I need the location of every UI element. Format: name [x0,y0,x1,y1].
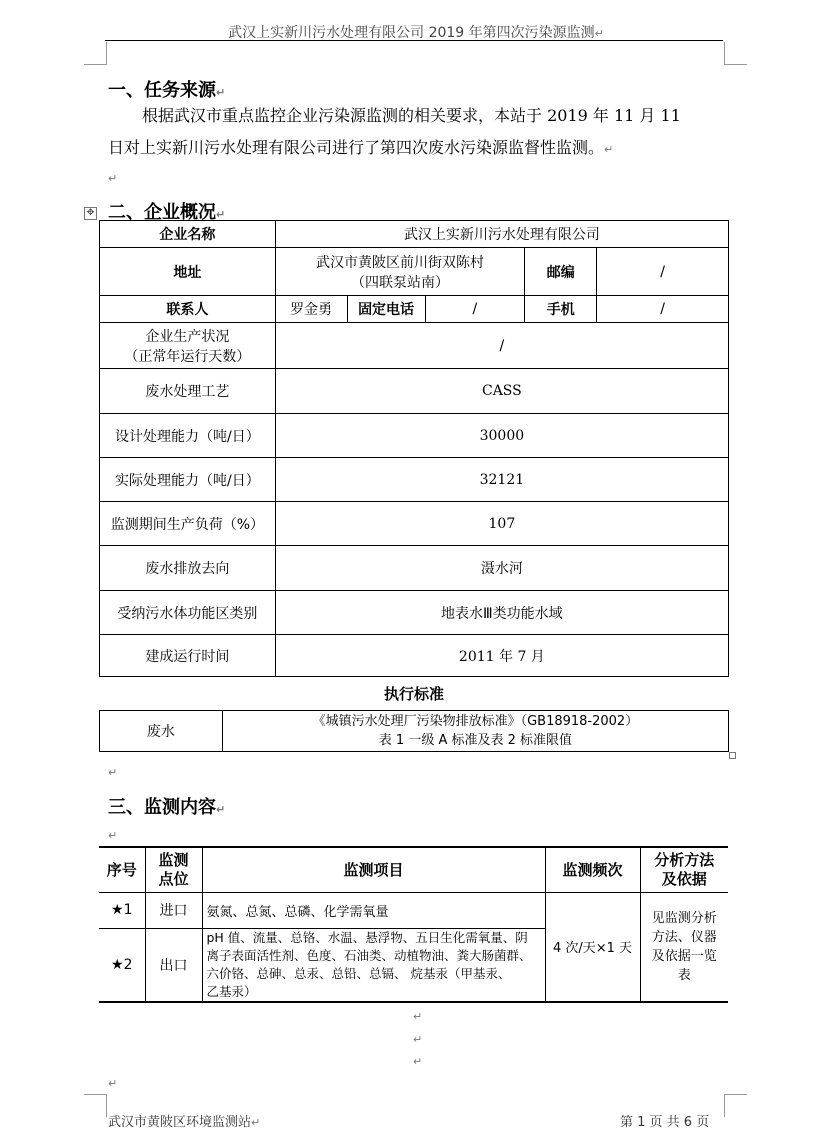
header-point-line-1: 监测 [158,850,189,869]
section1-paragraph [108,100,720,166]
row1-items: 氨氮、总氮、总磷、化学需氧量 [202,892,545,928]
empty-paragraph-mark: ↵ [108,766,118,779]
value-discharge: 滠水河 [275,546,728,591]
paragraph-mark: ↵ [216,86,226,99]
value-load: 107 [275,502,728,546]
header-no: 序号 [99,847,145,892]
crop-mark-bottom-left [84,1094,107,1117]
footer-station: 武汉市黄陂区环境监测站↵ [108,1115,261,1130]
standard-line-1: 《城镇污水处理厂污染物排放标准》（GB18918-2002） [312,714,639,729]
row2-items-line-3: 六价铬、总砷、总汞、总铅、总镉、 烷基汞（甲基汞、 [206,965,511,981]
value-actual-capacity: 32121 [275,458,728,502]
row2-no: ★2 [99,928,145,1002]
label-water-function: 受纳污水体功能区类别 [100,591,276,635]
header-method [640,847,728,892]
method-line-4: 表 [677,967,691,983]
value-operation-time: 2011 年 7 月 [275,635,728,677]
label-operation-time: 建成运行时间 [100,635,276,677]
value-mobile: / [597,296,729,323]
row1-no: ★1 [99,892,145,928]
header-freq: 监测频次 [545,847,640,892]
method-line-1: 见监测分析 [651,910,717,926]
header-items: 监测项目 [202,847,545,892]
header-point-line-2: 点位 [158,869,189,888]
row1-point: 进口 [145,892,202,928]
label-company-name: 企业名称 [100,221,276,248]
value-production-status: / [275,323,728,369]
label-standard: 执行标准 [100,677,729,711]
value-company-name: 武汉上实新川污水处理有限公司 [275,221,728,248]
page-header [0,22,832,42]
empty-paragraph-mark: ↵ [413,1033,423,1046]
table-move-handle-icon[interactable]: ✥ [84,207,97,220]
standard-table [99,710,729,752]
section3-heading: 三、监测内容↵ [108,797,226,818]
value-method [640,892,728,1002]
empty-paragraph-mark: ↵ [108,1077,118,1090]
value-standard [222,711,728,752]
value-process: CASS [275,369,728,414]
paragraph-mark: ↵ [594,27,604,40]
value-water-function: 地表水Ⅲ类功能水域 [275,591,728,635]
standard-line-2: 表 1 一级 A 标准及表 2 标准限值 [378,733,573,748]
company-overview-table [99,220,729,711]
method-line-3: 及依据一览 [651,948,717,964]
empty-paragraph-mark: ↵ [413,1010,423,1023]
value-design-capacity: 30000 [275,414,728,458]
value-phone: / [425,296,525,323]
label-mobile: 手机 [525,296,597,323]
label-process: 废水处理工艺 [100,369,276,414]
value-address [275,248,525,296]
header-title: 武汉上实新川污水处理有限公司 2019 年第四次污染源监测 [228,25,595,41]
footer-page-number: 第 1 页 共 6 页 [620,1115,710,1130]
value-freq: 4 次/天×1 天 [545,892,640,1002]
header-point [145,847,202,892]
header-method-line-1: 分析方法 [654,850,715,869]
paragraph-mark: ↵ [251,1116,261,1129]
label-discharge: 废水排放去向 [100,546,276,591]
section1-heading: 一、任务来源↵ [108,80,226,101]
row2-items-line-2: 离子表面活性剂、色度、石油类、动植物油、粪大肠菌群、 [206,947,532,963]
label-address: 地址 [100,248,276,296]
value-contact: 罗金勇 [275,296,347,323]
label-contact: 联系人 [100,296,276,323]
crop-mark-bottom-right [724,1094,747,1117]
header-method-line-2: 及依据 [661,869,707,888]
address-line-1: 武汉市黄陂区前川街双陈村 [316,254,485,271]
crop-mark-top-left [84,42,107,65]
label-postcode: 邮编 [525,248,597,296]
monitoring-content-table [99,846,728,1003]
section1-line-1: 根据武汉市重点监控企业污染源监测的相关要求，本站于 2019 年 11 月 11 [142,106,681,125]
empty-paragraph-mark: ↵ [108,829,118,842]
production-status-line-1: 企业生产状况 [145,328,230,345]
method-line-2: 方法、仪器 [651,929,717,945]
address-line-2: （四联泵站南） [351,274,450,291]
header-rule [105,40,723,41]
label-design-capacity: 设计处理能力（吨/日） [100,414,276,458]
paragraph-mark: ↵ [216,208,226,221]
crop-mark-top-right [724,42,747,65]
empty-paragraph-mark: ↵ [413,1055,423,1068]
paragraph-mark: ↵ [604,143,614,156]
label-load: 监测期间生产负荷（%） [100,502,276,546]
paragraph-mark: ↵ [216,803,226,816]
production-status-line-2: （正常年运行天数） [124,348,251,365]
row2-items [202,928,545,1002]
label-production-status [100,323,276,369]
row2-items-line-1: pH 值、流量、总铬、水温、悬浮物、五日生化需氧量、阴 [206,929,528,945]
section1-line-2: 日对上实新川污水处理有限公司进行了第四次废水污染源监督性监测。 [108,138,605,157]
row2-point: 出口 [145,928,202,1002]
value-postcode: / [597,248,729,296]
empty-paragraph-mark: ↵ [108,172,118,185]
row2-items-line-4: 乙基汞） [206,983,257,999]
table-resize-handle[interactable] [729,752,736,759]
label-actual-capacity: 实际处理能力（吨/日） [100,458,276,502]
section2-heading: 二、企业概况↵ [108,202,226,223]
label-wastewater: 废水 [100,711,223,752]
label-phone: 固定电话 [347,296,425,323]
